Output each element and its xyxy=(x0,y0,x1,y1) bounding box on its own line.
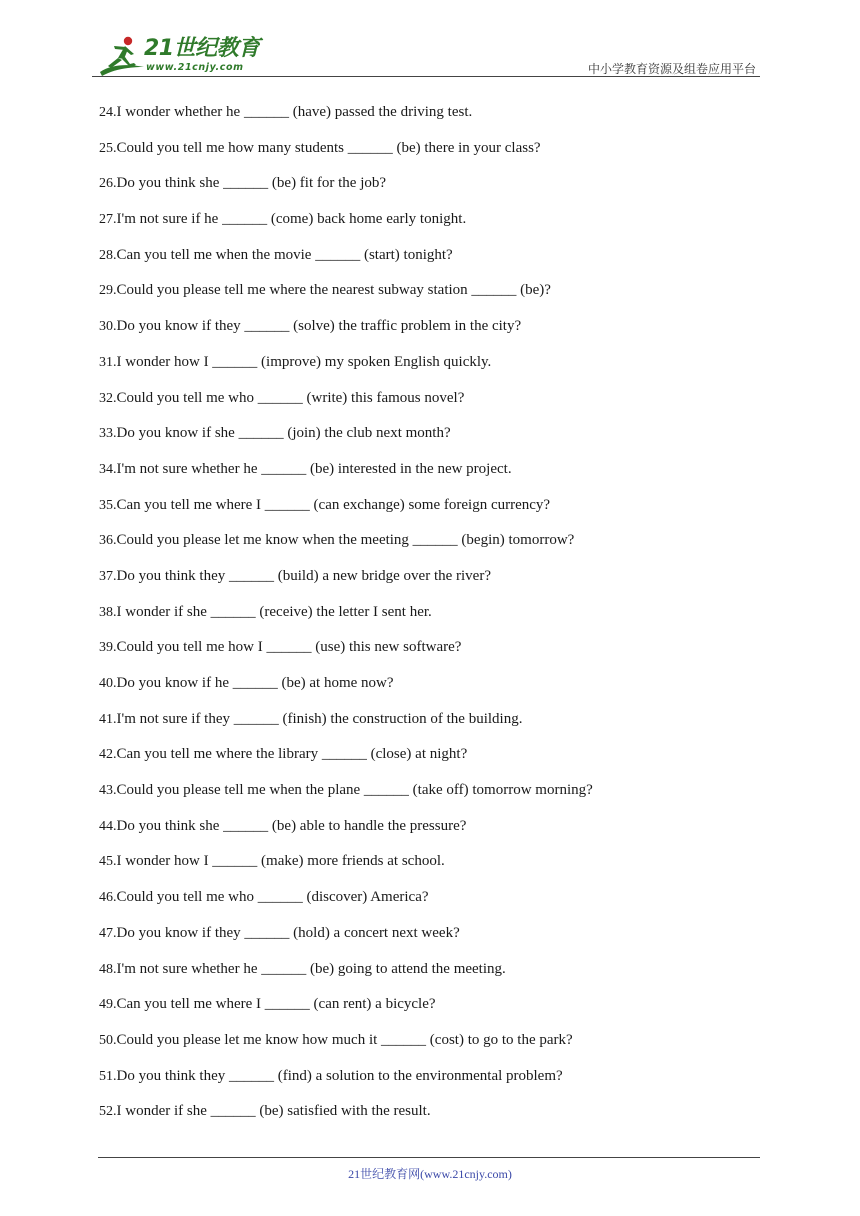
question-number: 26. xyxy=(99,176,117,192)
footer-site-link[interactable]: 21世纪教育网(www.21cnjy.com) xyxy=(348,1167,512,1181)
question-text: Could you please let me know how much it ______ (cost) to go to the park? xyxy=(116,1031,573,1048)
question-number: 45. xyxy=(99,854,117,870)
question-item xyxy=(99,386,593,422)
question-text: I wonder how I ______ (make) more friends at school. xyxy=(116,853,445,870)
question-text: Can you tell me where I ______ (can exchange) some foreign currency? xyxy=(116,496,551,513)
question-text: Could you please tell me where the nearest subway station ______ (be)? xyxy=(116,282,551,299)
question-number: 24. xyxy=(99,105,117,120)
question-text: I wonder if she ______ (receive) the letter I sent her. xyxy=(116,603,432,620)
question-item xyxy=(99,849,593,885)
question-number: 35. xyxy=(99,497,117,513)
question-item xyxy=(99,742,593,778)
question-item xyxy=(99,992,593,1028)
question-text: Do you think she ______ (be) fit for the job? xyxy=(116,175,387,192)
question-number: 38. xyxy=(99,604,117,620)
question-item xyxy=(99,671,593,707)
question-item xyxy=(99,957,593,993)
question-item xyxy=(99,421,593,457)
question-number: 49. xyxy=(99,997,117,1013)
question-text: I'm not sure whether he ______ (be) going to attend the meeting. xyxy=(116,960,506,977)
question-text: Do you know if they ______ (hold) a concert next week? xyxy=(116,924,460,941)
question-text: Do you think they ______ (build) a new bridge over the river? xyxy=(116,567,491,584)
question-text: Do you think they ______ (find) a solution to the environmental problem? xyxy=(116,1067,563,1084)
question-item xyxy=(99,243,593,279)
question-text: Could you please tell me when the plane ______ (take off) tomorrow morning? xyxy=(116,782,593,799)
question-text: Do you know if he ______ (be) at home now? xyxy=(116,675,394,691)
question-text: Can you tell me when the movie ______ (start) tonight? xyxy=(116,246,453,263)
question-text: Can you tell me where I ______ (can rent) a bicycle? xyxy=(116,996,436,1013)
question-number: 36. xyxy=(99,533,117,549)
question-text: Could you please let me know when the meeting ______ (begin) tomorrow? xyxy=(116,532,575,549)
question-number: 31. xyxy=(99,354,117,370)
question-item xyxy=(99,100,593,136)
question-number: 30. xyxy=(99,319,117,335)
question-item xyxy=(99,707,593,743)
question-item xyxy=(99,350,593,386)
question-text: I'm not sure if they ______ (finish) the construction of the building. xyxy=(116,710,523,727)
question-number: 27. xyxy=(99,212,117,228)
question-item xyxy=(99,457,593,493)
question-number: 43. xyxy=(99,783,117,799)
question-number: 47. xyxy=(99,925,117,941)
question-number: 48. xyxy=(99,961,117,977)
logo-text: 21世纪教育 xyxy=(144,36,260,61)
site-logo[interactable] xyxy=(92,34,262,76)
question-number: 52. xyxy=(99,1104,117,1120)
question-item xyxy=(99,493,593,529)
platform-title: 中小学教育资源及组卷应用平台 xyxy=(587,62,756,76)
question-text: Do you know if she ______ (join) the club next month? xyxy=(116,425,451,442)
question-item xyxy=(99,814,593,850)
question-item xyxy=(99,778,593,814)
question-number: 33. xyxy=(99,426,117,442)
header-divider xyxy=(92,76,760,77)
question-item xyxy=(99,564,593,600)
question-item xyxy=(99,314,593,350)
question-text: I wonder how I ______ (improve) my spoken English quickly. xyxy=(116,353,492,370)
question-text: I'm not sure whether he ______ (be) interested in the new project. xyxy=(116,460,512,477)
question-number: 28. xyxy=(99,247,117,263)
question-item xyxy=(99,171,593,207)
question-text: I wonder if she ______ (be) satisfied with the result. xyxy=(116,1103,431,1120)
question-item xyxy=(99,207,593,243)
question-text: Could you tell me how I ______ (use) this new software? xyxy=(116,639,462,656)
question-item xyxy=(99,921,593,957)
question-number: 25. xyxy=(99,140,117,156)
question-number: 34. xyxy=(99,461,117,477)
question-number: 41. xyxy=(99,711,117,727)
question-item xyxy=(99,528,593,564)
question-text: I'm not sure if he ______ (come) back home early tonight. xyxy=(116,211,467,228)
question-number: 39. xyxy=(99,640,117,656)
question-list xyxy=(99,100,593,1135)
logo-url: www.21cnjy.com xyxy=(146,62,244,73)
question-text: I wonder whether he ______ (have) passed the driving test. xyxy=(116,104,473,120)
page-header xyxy=(92,30,760,78)
question-number: 29. xyxy=(99,283,117,299)
question-item xyxy=(99,635,593,671)
question-item xyxy=(99,885,593,921)
question-number: 32. xyxy=(99,390,117,406)
question-number: 42. xyxy=(99,747,117,763)
question-item xyxy=(99,1028,593,1064)
question-number: 44. xyxy=(99,818,117,834)
question-text: Can you tell me where the library ______ (close) at night? xyxy=(116,746,468,763)
footer-divider xyxy=(98,1157,760,1158)
question-item xyxy=(99,1099,593,1135)
question-number: 50. xyxy=(99,1032,117,1048)
question-text: Do you know if they ______ (solve) the traffic problem in the city? xyxy=(116,318,522,335)
question-text: Could you tell me how many students ______ (be) there in your class? xyxy=(116,139,541,156)
question-item xyxy=(99,600,593,636)
question-item xyxy=(99,1064,593,1100)
question-number: 51. xyxy=(99,1068,117,1084)
question-number: 46. xyxy=(99,890,117,906)
question-item xyxy=(99,136,593,172)
question-text: Could you tell me who ______ (discover) America? xyxy=(116,889,429,906)
runner-logo-icon xyxy=(98,34,146,78)
question-number: 40. xyxy=(99,676,117,691)
question-text: Do you think she ______ (be) able to handle the pressure? xyxy=(116,817,467,834)
question-item xyxy=(99,278,593,314)
question-text: Could you tell me who ______ (write) this famous novel? xyxy=(116,389,465,406)
question-number: 37. xyxy=(99,568,117,584)
